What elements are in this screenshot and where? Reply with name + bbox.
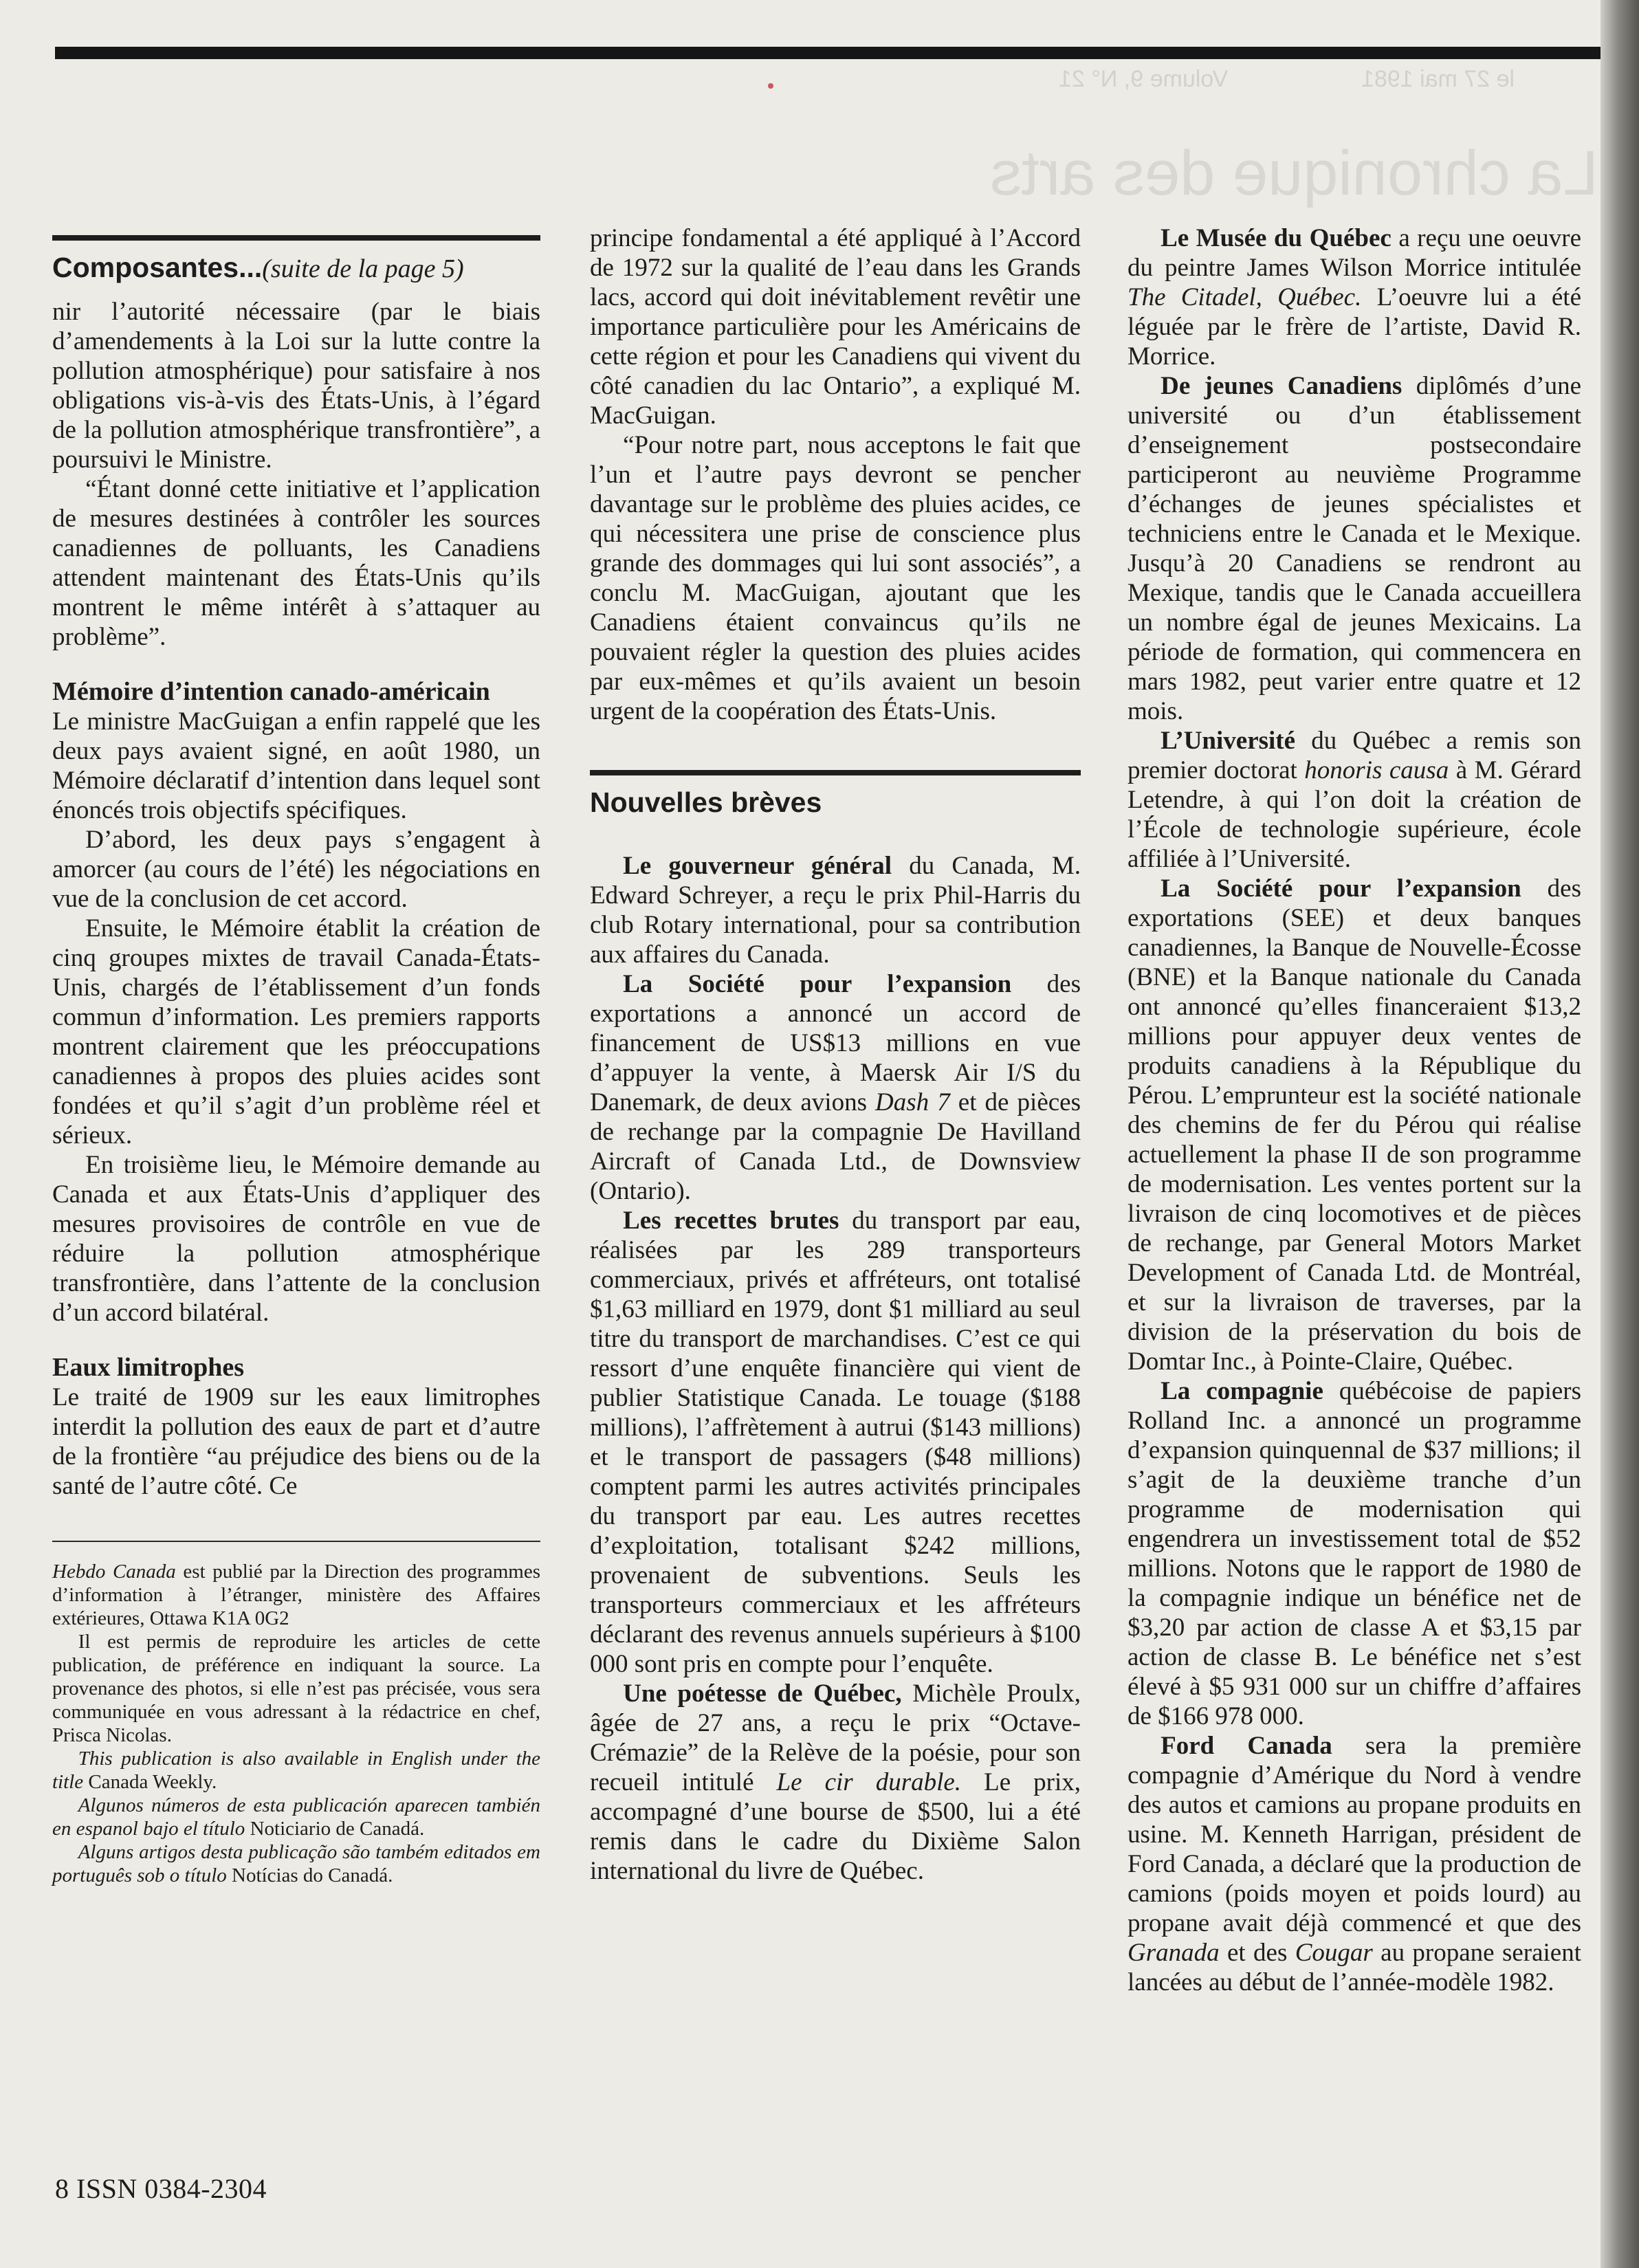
- top-rule: [55, 47, 1622, 59]
- colophon-line: Algunos números de esta publicación aparecen también en espanol bajo el título Noticiario de Canadá.: [52, 1794, 540, 1840]
- brief-item: Le gouverneur général du Canada, M. Edward Schreyer, a reçu le prix Phil-Harris du club Rotary international, pour sa contribution aux affaires du Canada.: [590, 852, 1081, 969]
- paragraph: Ensuite, le Mémoire établit la création de cinq groupes mixtes de travail Canada-États-Unis, chargés de l’établissement d’un fonds commun d’information. Les premiers rapports montrent clairement que les préoccupations canadiennes à propos des pluies acides sont fondées et qu’il s’agit d’un problème réel et sérieux.: [52, 914, 540, 1149]
- column-1: [52, 235, 540, 1887]
- column-2-rule: [590, 770, 1081, 775]
- section-title-nouvelles-breves: Nouvelles brèves: [590, 786, 822, 818]
- binding-gutter: [1600, 0, 1639, 2268]
- brief-item: De jeunes Canadiens diplômés d’une université ou d’un établissement d’enseignement postsecondaire participeront au neuvième Programme d’échanges de jeunes spécialistes et techniciens entre le Canada et le Mexique. Jusqu’à 20 Canadiens se rendront au Mexique, tandis que le Canada accueillera un nombre égal de jeunes Mexicains. La période de formation, qui commencera en mars 1982, peut varier entre quatre et 12 mois.: [1128, 372, 1582, 725]
- colophon-line: Hebdo Canada est publié par la Direction des programmes d’information à l’étranger, ministère des Affaires extérieures, Ottawa K1A 0G2: [52, 1561, 540, 1629]
- brief-item: Le Musée du Québec a reçu une oeuvre du peintre James Wilson Morrice intitulée The Citadel, Québec. L’oeuvre lui a été léguée par le frère de l’artiste, David R. Morrice.: [1128, 224, 1581, 371]
- show-through-date: le 27 mai 1981: [1361, 66, 1515, 92]
- colophon-line: Alguns artigos desta publicação são também editados em português sob o título Notícias do Canadá.: [52, 1841, 540, 1886]
- page-footer-issn: 8 ISSN 0384-2304: [55, 2173, 267, 2204]
- colophon: [52, 1560, 540, 1887]
- brief-item: La Société pour l’expansion des exportations (SEE) et deux banques canadiennes, la Banque de Nouvelle-Écosse (BNE) et la Banque nationale du Canada ont annoncé qu’elles financeraient $13,2 millions pour appuyer deux ventes de produits canadiens à la République du Pérou. L’emprunteur est la société nationale des chemins de fer du Pérou qui réalise actuellement la phase II de son programme de modernisation. Les ventes portent sur la livraison de cinq locomotives et de pièces de rechange, par General Motors Market Development of Canada Ltd. de Montréal, et sur la livraison de traverses, par la division de la préservation du bois de Domtar Inc., à Pointe-Claire, Québec.: [1128, 874, 1582, 1376]
- paragraph: D’abord, les deux pays s’engagent à amorcer (au cours de l’été) les négociations en vue de la conclusion de cet accord.: [52, 826, 540, 913]
- brief-item: Ford Canada sera la première compagnie d’Amérique du Nord à vendre des autos et camions au propane produits en usine. M. Kenneth Harrigan, président de Ford Canada, a déclaré que la production de camions (poids moyen et poids lourd) au propane avait déjà commencé et que des Granada et des Cougar au propane seraient lancées au début de l’année-modèle 1982.: [1128, 1732, 1581, 1996]
- column-1-rule: [52, 235, 540, 241]
- subheading-memoire: Mémoire d’intention canado-américain: [52, 677, 490, 706]
- paragraph: principe fondamental a été appliqué à l’Accord de 1972 sur la qualité de l’eau dans les Grands lacs, accord qui doit inévitablement revêtir une importance particulière pour les Américains de cette région et pour les Canadiens qui vivent du côté canadien du lac Ontario”, a expliqué M. MacGuigan.: [590, 224, 1081, 430]
- paragraph: En troisième lieu, le Mémoire demande au Canada et aux États-Unis d’appliquer des mesures provisoires de contrôle en vue de réduire la pollution atmosphérique transfrontière, dans l’attente de la conclusion d’un accord bilatéral.: [52, 1151, 540, 1327]
- brief-item: Les recettes brutes du transport par eau, réalisées par les 289 transporteurs commerciaux, privés et affréteurs, ont totalisé $1,63 milliard en 1979, dont $1 milliard au seul titre du transport de marchandises. C’est ce qui ressort d’une enquête financière qui vient de publier Statistique Canada. Le touage ($188 millions), l’affrètement à autrui ($143 millions) et le transport de passagers ($48 millions) comptent parmi les autres activités principales du transport par eau. Les autres recettes d’exploitation, totalisant $242 millions, provenaient de subventions. Seuls les transporteurs commerciaux et les affréteurs déclarant des revenus annuels supérieurs à $100 000 sont pris en compte pour l’enquête.: [590, 1207, 1081, 1678]
- brief-item: Une poétesse de Québec, Michèle Proulx, âgée de 27 ans, a reçu le prix “Octave-Crémazie” de la Relève de la poésie, pour son recueil intitulé Le cir durable. Le prix, accompagné d’une bourse de $500, lui a été remis dans le cadre du Dixième Salon international du livre de Québec.: [590, 1680, 1081, 1885]
- paragraph: “Pour notre part, nous acceptons le fait que l’un et l’autre pays devront se pencher davantage sur le problème des pluies acides, ce qui nécessitera une prise de conscience plus grande des dommages qui lui sont associés”, a conclu M. MacGuigan, ajoutant que les Canadiens étaient convaincus qu’ils ne pouvaient régler la question des pluies acides par eux-mêmes et qu’ils avaient un besoin urgent de la coopération des États-Unis.: [590, 431, 1081, 725]
- paragraph: “Étant donné cette initiative et l’application de mesures destinées à contrôler les sources canadiennes de polluants, les Canadiens attendent maintenant des États-Unis qu’ils montrent le même intérêt à s’attaquer au problème”.: [52, 475, 540, 651]
- colophon-rule: [52, 1541, 540, 1542]
- brief-item: La compagnie québécoise de papiers Rolland Inc. a annoncé un programme d’expansion quinquennal de $37 millions; il s’agit de la deuxième tranche d’un programme de modernisation qui engendrera un investissement total de $52 millions. Notons que le rapport de 1980 de la compagnie indique un bénéfice net de $3,20 par action de classe A et $3,15 par action de classe B. Le bénéfice net s’est élevé à $5 931 000 sur un chiffre d’affaires de $166 978 000.: [1128, 1377, 1581, 1730]
- column-3: [1128, 223, 1581, 1997]
- show-through-heading: La chronique des arts: [990, 138, 1598, 208]
- section-title-composantes: Composantes...(suite de la page 5): [52, 252, 464, 283]
- colophon-line: Il est permis de reproduire les articles de cette publication, de préférence en indiquant la source. La provenance des photos, si elle n’est pas précisée, vous sera communiquée en vous adressant à la rédactrice en chef, Prisca Nicolas.: [52, 1631, 540, 1746]
- paragraph: Le traité de 1909 sur les eaux limitrophes interdit la pollution des eaux de part et d’autre de la frontière “au préjudice des biens ou de la santé de l’autre côté. Ce: [52, 1383, 540, 1500]
- brief-item: La Société pour l’expansion des exportations a annoncé un accord de financement de US$13 millions en vue d’appuyer la vente, à Maersk Air I/S du Danemark, de deux avions Dash 7 et de pièces de rechange par la compagnie De Havilland Aircraft of Canada Ltd., de Downsview (Ontario).: [590, 970, 1081, 1205]
- brief-item: L’Université du Québec a remis son premier doctorat honoris causa à M. Gérard Letendre, à qui l’on doit la création de l’École de technologie supérieure, école affiliée à l’Université.: [1128, 727, 1581, 873]
- colophon-line: This publication is also available in English under the title Canada Weekly.: [52, 1748, 540, 1793]
- show-through-volume: Volume 9, N° 21: [1059, 66, 1229, 92]
- paragraph: nir l’autorité nécessaire (par le biais d’amendements à la Loi sur la lutte contre la pollution atmosphérique) pour satisfaire à nos obligations vis-à-vis des États-Unis, à l’égard de la pollution atmosphérique transfrontière”, a poursuivi le Ministre.: [52, 298, 540, 474]
- subheading-eaux-limitrophes: Eaux limitrophes: [52, 1353, 245, 1382]
- ink-speck: [768, 83, 773, 89]
- paragraph: Le ministre MacGuigan a enfin rappelé que les deux pays avaient signé, en août 1980, un Mémoire déclaratif d’intention dans lequel sont énoncés trois objectifs spécifiques.: [52, 707, 540, 824]
- column-2: [590, 223, 1081, 1886]
